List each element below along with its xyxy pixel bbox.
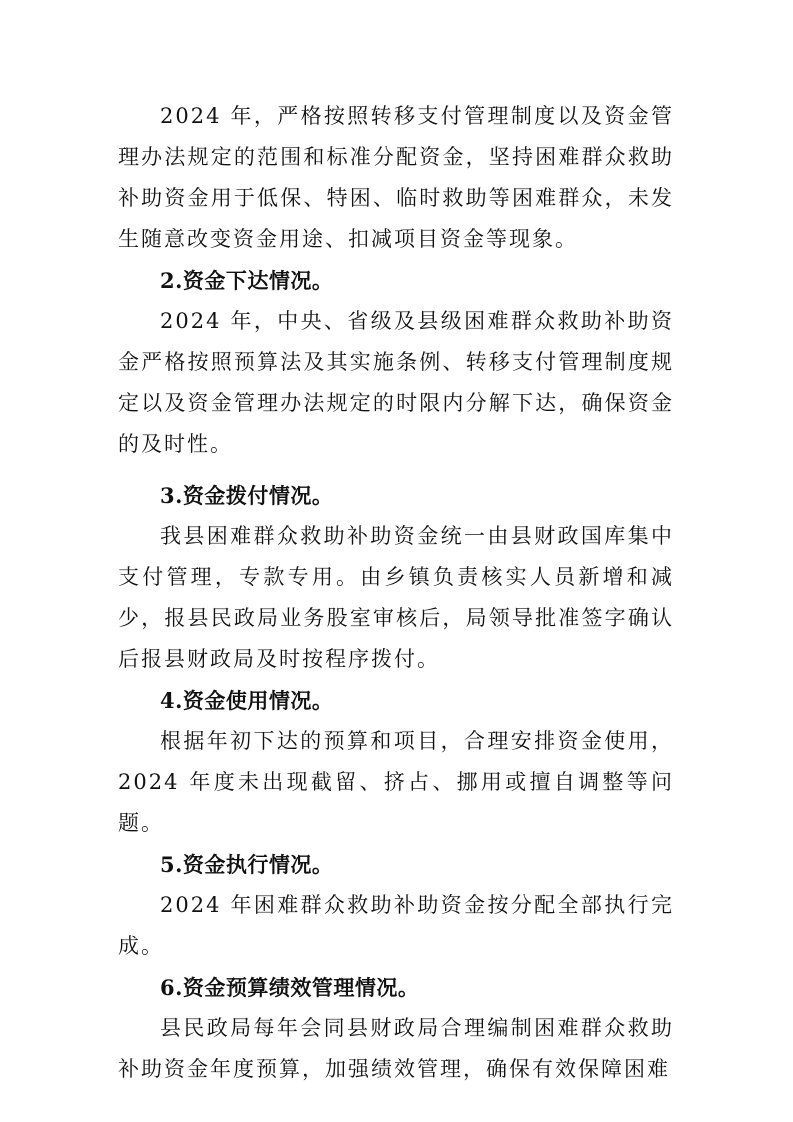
paragraph-performance-management: 县民政局每年会同县财政局合理编制困难群众救助补助资金年度预算，加强绩效管理，确保有效保障困难	[118, 1016, 674, 1081]
heading-fund-usage: 4.资金使用情况。	[160, 688, 334, 713]
heading-fund-issuance: 2.资金下达情况。	[160, 268, 334, 293]
heading-performance-management: 6.资金预算绩效管理情况。	[160, 975, 420, 1000]
paragraph-fund-execution: 2024 年困难群众救助补助资金按分配全部执行完成。	[118, 893, 674, 958]
heading-fund-disbursement: 3.资金拨付情况。	[160, 483, 334, 508]
document-body	[118, 96, 674, 1090]
section-spacer	[118, 465, 674, 475]
paragraph-fund-issuance: 2024 年，中央、省级及县级困难群众救助补助资金严格按照预算法及其实施条例、转移支付管理制度规定以及资金管理办法规定的时限内分解下达，确保资金的及时性。	[118, 309, 674, 456]
paragraph-allocation: 2024 年，严格按照转移支付管理制度以及资金管理办法规定的范围和标准分配资金，坚持困难群众救助补助资金用于低保、特困、临时救助等困难群众，未发生随意改变资金用途、扣减项目资金等现象。	[118, 104, 674, 251]
heading-fund-execution: 5.资金执行情况。	[160, 852, 334, 877]
paragraph-fund-disbursement: 我县困难群众救助补助资金统一由县财政国库集中支付管理，专款专用。由乡镇负责核实人员新增和减少，报县民政局业务股室审核后，局领导批准签字确认后报县财政局及时按程序拨付。	[118, 524, 674, 671]
paragraph-fund-usage: 根据年初下达的预算和项目，合理安排资金使用，2024 年度未出现截留、挤占、挪用或擅自调整等问题。	[118, 729, 674, 835]
